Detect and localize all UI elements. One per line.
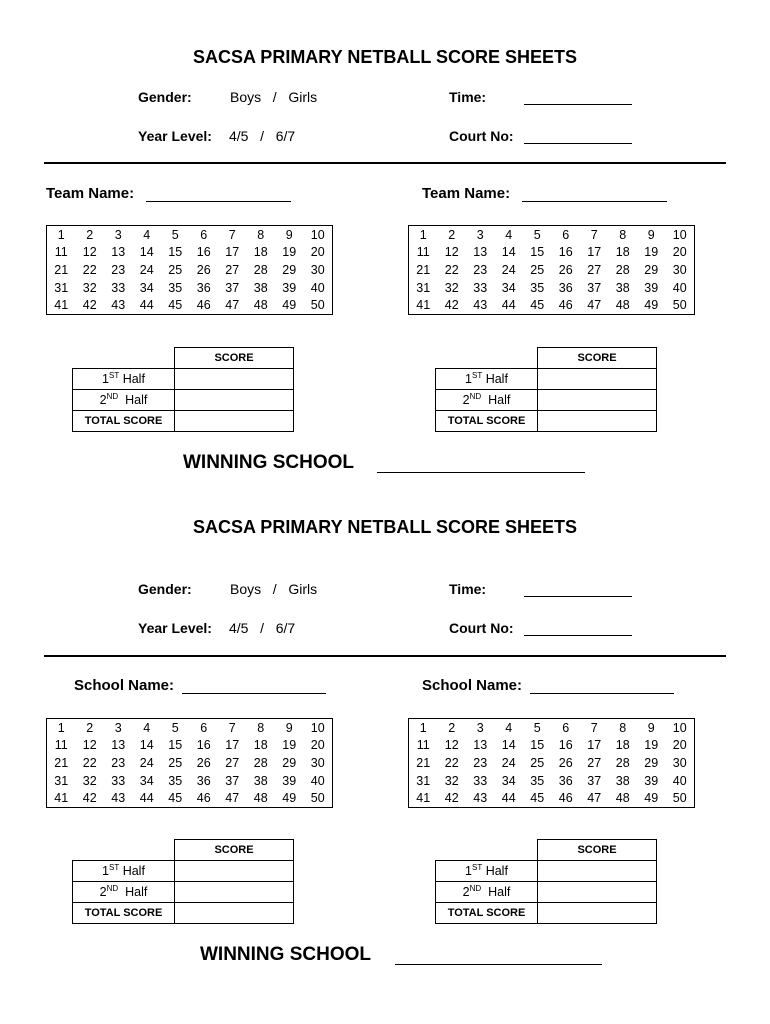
player-number-cell[interactable]: 28 [615,262,630,277]
player-number-cell[interactable]: 41 [54,298,69,313]
player-number-cell[interactable]: 31 [54,280,69,295]
sheet-2-time-field[interactable] [524,584,632,597]
player-number-cell[interactable]: 8 [257,720,265,735]
number-grid-row [409,737,695,755]
sheet-2-gender-options[interactable]: Boys / Girls [230,581,318,597]
player-number-cell[interactable]: 14 [139,245,154,260]
player-number-cell[interactable]: 28 [253,755,268,770]
first-half-label: 1ST Half [73,369,175,390]
sheet-1-time-label: Time: [449,89,487,105]
player-number-cell[interactable]: 50 [672,791,687,806]
total-score-label: TOTAL SCORE [73,411,175,432]
player-number-cell[interactable]: 18 [615,245,630,260]
sheet-1-right-score-table [435,347,657,432]
player-number-cell[interactable]: 20 [672,738,687,753]
player-number-cell[interactable]: 7 [590,720,598,735]
player-number-cell[interactable]: 4 [505,720,513,735]
sheet-2-right-number-grid[interactable] [408,718,695,808]
player-number-cell[interactable]: 3 [114,227,122,242]
player-number-cell[interactable]: 4 [143,227,151,242]
player-number-cell[interactable]: 29 [282,262,297,277]
sheet-1-left-team-field[interactable] [146,189,291,202]
player-number-cell[interactable]: 17 [587,245,602,260]
player-number-cell[interactable]: 37 [587,773,602,788]
player-number-cell[interactable]: 44 [139,791,154,806]
player-number-cell[interactable]: 15 [530,738,545,753]
sheet-2-divider [44,655,726,657]
player-number-cell[interactable]: 11 [54,738,68,753]
player-number-cell[interactable]: 1 [57,227,65,242]
sheet-2-title: SACSA PRIMARY NETBALL SCORE SHEETS [192,517,578,537]
player-number-cell[interactable]: 8 [619,720,627,735]
player-number-cell[interactable]: 5 [171,227,179,242]
player-number-cell[interactable]: 43 [473,298,488,313]
sheet-1-year-label: Year Level: [138,128,212,144]
player-number-cell[interactable]: 10 [672,227,687,242]
player-number-cell[interactable]: 30 [672,262,687,277]
sheet-2-time-label: Time: [449,581,487,597]
sheet-1-right-team-field[interactable] [522,189,667,202]
player-number-cell[interactable]: 3 [114,720,122,735]
sheet-2-right-score-table [435,839,657,924]
sheet-2-year-options[interactable]: 4/5 / 6/7 [229,620,296,636]
first-half-score-cell[interactable] [175,861,294,882]
player-number-cell[interactable]: 40 [310,773,325,788]
player-number-cell[interactable]: 33 [111,773,126,788]
player-number-cell[interactable]: 7 [228,227,236,242]
player-number-cell[interactable]: 2 [448,227,456,242]
player-number-cell[interactable]: 18 [253,738,268,753]
player-number-cell[interactable]: 27 [587,262,602,277]
player-number-cell[interactable]: 23 [473,755,488,770]
player-number-cell[interactable]: 21 [416,755,431,770]
player-number-cell[interactable]: 42 [82,298,97,313]
player-number-cell[interactable]: 44 [501,298,516,313]
player-number-cell[interactable]: 12 [82,245,97,260]
second-half-label: 2ND Half [436,390,538,411]
player-number-cell[interactable]: 19 [644,738,659,753]
sheet-1-winning-school-label: WINNING SCHOOL [183,452,354,473]
player-number-cell[interactable]: 30 [310,755,325,770]
player-number-cell[interactable]: 46 [196,791,211,806]
player-number-cell[interactable]: 21 [54,262,69,277]
player-number-cell[interactable]: 7 [228,720,236,735]
player-number-cell[interactable]: 18 [253,245,268,260]
player-number-cell[interactable]: 24 [501,262,516,277]
player-number-cell[interactable]: 13 [111,245,126,260]
player-number-cell[interactable]: 36 [196,773,211,788]
player-number-cell[interactable]: 41 [54,791,69,806]
player-number-cell[interactable]: 29 [282,755,297,770]
player-number-cell[interactable]: 9 [285,227,293,242]
player-number-cell[interactable]: 44 [139,298,154,313]
sheet-1-left-number-grid[interactable] [46,225,333,315]
sheet-1-right-number-grid[interactable] [408,225,695,315]
player-number-cell[interactable]: 46 [558,298,573,313]
player-number-cell[interactable]: 16 [558,738,573,753]
sheet-1-year-options[interactable]: 4/5 / 6/7 [229,128,296,144]
player-number-cell[interactable]: 39 [644,280,659,295]
player-number-cell[interactable]: 5 [533,227,541,242]
player-number-cell[interactable]: 36 [196,280,211,295]
second-half-score-cell[interactable] [175,390,294,411]
sheet-1-divider [44,162,726,164]
player-number-cell[interactable]: 11 [416,738,430,753]
player-number-cell[interactable]: 24 [501,755,516,770]
number-grid-row [409,719,695,737]
player-number-cell[interactable]: 48 [615,298,630,313]
player-number-cell[interactable]: 40 [310,280,325,295]
player-number-cell[interactable]: 41 [416,791,431,806]
player-number-cell[interactable]: 13 [473,245,488,260]
score-header: SCORE [175,348,294,369]
player-number-cell[interactable]: 22 [82,262,97,277]
player-number-cell[interactable]: 30 [310,262,325,277]
player-number-cell[interactable]: 34 [139,280,154,295]
player-number-cell[interactable]: 5 [171,720,179,735]
sheet-2-gender-label: Gender: [138,581,192,597]
player-number-cell[interactable]: 6 [562,720,570,735]
player-number-cell[interactable]: 22 [82,755,97,770]
player-number-cell[interactable]: 12 [82,738,97,753]
player-number-cell[interactable]: 11 [54,245,68,260]
player-number-cell[interactable]: 48 [253,298,268,313]
player-number-cell[interactable]: 37 [225,773,240,788]
player-number-cell[interactable]: 50 [310,298,325,313]
player-number-cell[interactable]: 10 [310,720,325,735]
player-number-cell[interactable]: 31 [416,280,431,295]
sheet-2-left-school-label: School Name: [74,677,175,694]
number-grid-row [409,279,695,297]
player-number-cell[interactable]: 9 [285,720,293,735]
player-number-cell[interactable]: 16 [558,245,573,260]
sheet-2-left-school-field[interactable] [182,681,326,694]
number-grid-row [47,737,333,755]
player-number-cell[interactable]: 13 [111,738,126,753]
second-half-label: 2ND Half [73,882,175,903]
player-number-cell[interactable]: 2 [448,720,456,735]
player-number-cell[interactable]: 36 [558,773,573,788]
number-grid-row [47,789,333,807]
player-number-cell[interactable]: 49 [282,791,297,806]
player-number-cell[interactable]: 15 [530,245,545,260]
player-number-cell[interactable]: 29 [644,755,659,770]
player-number-cell[interactable]: 49 [644,791,659,806]
player-number-cell[interactable]: 21 [54,755,69,770]
number-grid-row [409,296,695,314]
player-number-cell[interactable]: 42 [444,791,459,806]
sheet-1-right-team-label: Team Name: [422,185,511,202]
second-half-score-cell[interactable] [175,882,294,903]
player-number-cell[interactable]: 13 [473,738,488,753]
player-number-cell[interactable]: 50 [310,791,325,806]
number-grid-row [409,226,695,244]
sheet-2-winning-school-label: WINNING SCHOOL [200,944,371,965]
player-number-cell[interactable]: 8 [619,227,627,242]
player-number-cell[interactable]: 8 [257,227,265,242]
first-half-label: 1ST Half [436,369,538,390]
player-number-cell[interactable]: 24 [139,755,154,770]
player-number-cell[interactable]: 17 [587,738,602,753]
player-number-cell[interactable]: 9 [647,720,655,735]
player-number-cell[interactable]: 36 [558,280,573,295]
player-number-cell[interactable]: 20 [310,245,325,260]
second-half-label: 2ND Half [436,882,538,903]
player-number-cell[interactable]: 19 [644,245,659,260]
player-number-cell[interactable]: 6 [562,227,570,242]
player-number-cell[interactable]: 45 [530,791,545,806]
player-number-cell[interactable]: 7 [590,227,598,242]
player-number-cell[interactable]: 25 [168,755,183,770]
score-header: SCORE [538,840,657,861]
player-number-cell[interactable]: 25 [168,262,183,277]
player-number-cell[interactable]: 34 [501,280,516,295]
total-score-label: TOTAL SCORE [436,903,538,924]
player-number-cell[interactable]: 1 [419,720,427,735]
player-number-cell[interactable]: 28 [615,755,630,770]
player-number-cell[interactable]: 38 [615,280,630,295]
player-number-cell[interactable]: 21 [416,262,431,277]
player-number-cell[interactable]: 35 [530,280,545,295]
player-number-cell[interactable]: 32 [82,280,97,295]
total-score-label: TOTAL SCORE [436,411,538,432]
player-number-cell[interactable]: 26 [558,755,573,770]
player-number-cell[interactable]: 50 [672,298,687,313]
score-header: SCORE [175,840,294,861]
sheet-1-left-team-label: Team Name: [46,185,135,202]
player-number-cell[interactable]: 27 [225,262,240,277]
player-number-cell[interactable]: 3 [476,227,484,242]
player-number-cell[interactable]: 24 [139,262,154,277]
player-number-cell[interactable]: 15 [168,738,183,753]
player-number-cell[interactable]: 11 [416,245,430,260]
sheet-1-title: SACSA PRIMARY NETBALL SCORE SHEETS [192,47,578,67]
number-grid-row [47,279,333,297]
player-number-cell[interactable]: 17 [225,245,240,260]
player-number-cell[interactable]: 31 [54,773,69,788]
player-number-cell[interactable]: 37 [587,280,602,295]
sheet-2-year-label: Year Level: [138,620,212,636]
number-grid-row [47,261,333,279]
player-number-cell[interactable]: 46 [196,298,211,313]
player-number-cell[interactable]: 38 [253,280,268,295]
sheet-2-right-school-label: School Name: [422,677,523,694]
player-number-cell[interactable]: 12 [444,738,459,753]
player-number-cell[interactable]: 25 [530,262,545,277]
player-number-cell[interactable]: 47 [587,791,602,806]
player-number-cell[interactable]: 16 [196,245,211,260]
number-grid-row [47,244,333,262]
player-number-cell[interactable]: 49 [282,298,297,313]
player-number-cell[interactable]: 5 [533,720,541,735]
total-score-cell[interactable] [538,411,657,432]
player-number-cell[interactable]: 18 [615,738,630,753]
player-number-cell[interactable]: 32 [444,280,459,295]
player-number-cell[interactable]: 25 [530,755,545,770]
number-grid-row [47,754,333,772]
total-score-label: TOTAL SCORE [73,903,175,924]
player-number-cell[interactable]: 41 [416,298,431,313]
player-number-cell[interactable]: 34 [139,773,154,788]
player-number-cell[interactable]: 42 [82,791,97,806]
player-number-cell[interactable]: 22 [444,262,459,277]
second-half-score-cell[interactable] [538,390,657,411]
player-number-cell[interactable]: 37 [225,280,240,295]
player-number-cell[interactable]: 32 [82,773,97,788]
player-number-cell[interactable]: 33 [111,280,126,295]
first-half-score-cell[interactable] [538,861,657,882]
player-number-cell[interactable]: 14 [501,245,516,260]
player-number-cell[interactable]: 4 [143,720,151,735]
player-number-cell[interactable]: 19 [282,738,297,753]
player-number-cell[interactable]: 44 [501,791,516,806]
player-number-cell[interactable]: 14 [139,738,154,753]
player-number-cell[interactable]: 47 [587,298,602,313]
player-number-cell[interactable]: 33 [473,280,488,295]
player-number-cell[interactable]: 23 [111,755,126,770]
player-number-cell[interactable]: 39 [282,280,297,295]
sheet-1-left-score-table [72,347,294,432]
player-number-cell[interactable]: 27 [225,755,240,770]
player-number-cell[interactable]: 16 [196,738,211,753]
player-number-cell[interactable]: 19 [282,245,297,260]
player-number-cell[interactable]: 38 [253,773,268,788]
sheet-2-court-label: Court No: [449,620,514,636]
player-number-cell[interactable]: 22 [444,755,459,770]
player-number-cell[interactable]: 15 [168,245,183,260]
number-grid-row [409,261,695,279]
sheet-1-winning-school-field[interactable] [377,458,585,473]
total-score-cell[interactable] [175,411,294,432]
sheet-1-time-field[interactable] [524,92,632,105]
player-number-cell[interactable]: 4 [505,227,513,242]
player-number-cell[interactable]: 35 [168,280,183,295]
score-header: SCORE [538,348,657,369]
player-number-cell[interactable]: 12 [444,245,459,260]
number-grid-row [47,296,333,314]
sheet-2-left-number-grid[interactable] [46,718,333,808]
player-number-cell[interactable]: 1 [57,720,65,735]
total-score-cell[interactable] [175,903,294,924]
first-half-score-cell[interactable] [538,369,657,390]
player-number-cell[interactable]: 2 [86,720,94,735]
player-number-cell[interactable]: 6 [200,720,208,735]
player-number-cell[interactable]: 32 [444,773,459,788]
second-half-label: 2ND Half [73,390,175,411]
player-number-cell[interactable]: 28 [253,262,268,277]
sheet-1-gender-label: Gender: [138,89,192,105]
sheet-2-winning-school-field[interactable] [395,950,602,965]
player-number-cell[interactable]: 17 [225,738,240,753]
player-number-cell[interactable]: 27 [587,755,602,770]
player-number-cell[interactable]: 29 [644,262,659,277]
player-number-cell[interactable]: 34 [501,773,516,788]
player-number-cell[interactable]: 2 [86,227,94,242]
number-grid-row [409,772,695,790]
player-number-cell[interactable]: 35 [530,773,545,788]
first-half-label: 1ST Half [73,861,175,882]
player-number-cell[interactable]: 20 [310,738,325,753]
player-number-cell[interactable]: 1 [419,227,427,242]
player-number-cell[interactable]: 39 [644,773,659,788]
player-number-cell[interactable]: 30 [672,755,687,770]
number-grid-row [409,789,695,807]
player-number-cell[interactable]: 49 [644,298,659,313]
number-grid-row [47,772,333,790]
sheet-2-court-field[interactable] [524,623,632,636]
player-number-cell[interactable]: 46 [558,791,573,806]
player-number-cell[interactable]: 48 [615,791,630,806]
player-number-cell[interactable]: 26 [196,262,211,277]
second-half-score-cell[interactable] [538,882,657,903]
player-number-cell[interactable]: 14 [501,738,516,753]
first-half-label: 1ST Half [436,861,538,882]
player-number-cell[interactable]: 26 [558,262,573,277]
first-half-score-cell[interactable] [175,369,294,390]
sheet-1-court-label: Court No: [449,128,514,144]
sheet-1-court-field[interactable] [524,131,632,144]
player-number-cell[interactable]: 40 [672,773,687,788]
player-number-cell[interactable]: 42 [444,298,459,313]
player-number-cell[interactable]: 33 [473,773,488,788]
player-number-cell[interactable]: 20 [672,245,687,260]
number-grid-row [409,754,695,772]
number-grid-row [47,226,333,244]
player-number-cell[interactable]: 45 [168,791,183,806]
player-number-cell[interactable]: 47 [225,791,240,806]
player-number-cell[interactable]: 43 [111,298,126,313]
sheet-1-gender-options[interactable]: Boys / Girls [230,89,318,105]
player-number-cell[interactable]: 3 [476,720,484,735]
player-number-cell[interactable]: 9 [647,227,655,242]
player-number-cell[interactable]: 38 [615,773,630,788]
player-number-cell[interactable]: 45 [530,298,545,313]
player-number-cell[interactable]: 6 [200,227,208,242]
player-number-cell[interactable]: 45 [168,298,183,313]
player-number-cell[interactable]: 40 [672,280,687,295]
player-number-cell[interactable]: 23 [473,262,488,277]
player-number-cell[interactable]: 47 [225,298,240,313]
number-grid-row [409,244,695,262]
player-number-cell[interactable]: 26 [196,755,211,770]
player-number-cell[interactable]: 43 [473,791,488,806]
player-number-cell[interactable]: 10 [672,720,687,735]
player-number-cell[interactable]: 48 [253,791,268,806]
player-number-cell[interactable]: 35 [168,773,183,788]
number-grid-row [47,719,333,737]
sheet-2-left-score-table [72,839,294,924]
player-number-cell[interactable]: 10 [310,227,325,242]
sheet-2-right-school-field[interactable] [530,681,674,694]
player-number-cell[interactable]: 39 [282,773,297,788]
player-number-cell[interactable]: 43 [111,791,126,806]
player-number-cell[interactable]: 23 [111,262,126,277]
total-score-cell[interactable] [538,903,657,924]
player-number-cell[interactable]: 31 [416,773,431,788]
